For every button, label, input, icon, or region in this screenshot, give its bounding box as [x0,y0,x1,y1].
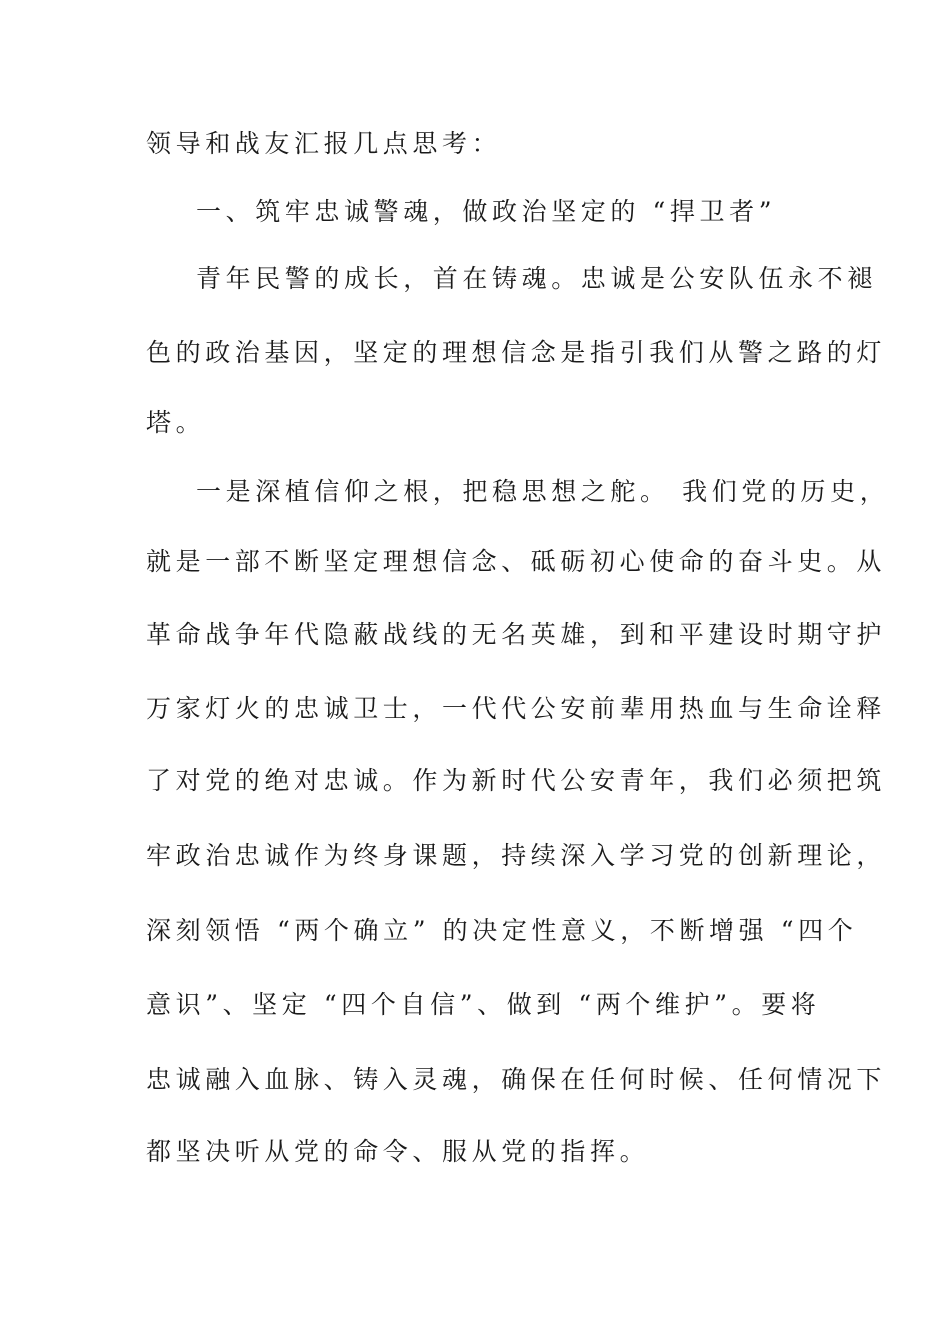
paragraph-line: 就是一部不断坚定理想信念、砥砺初心使命的奋斗史。从 [146,547,887,576]
paragraph-line: 塔。 [146,408,206,437]
paragraph-line: 意识”、坚定 “四个自信”、做到 “两个维护”。要将 [146,990,821,1019]
paragraph-line: 一是深植信仰之根，把稳思想之舵。 我们党的历史， [196,477,890,506]
text-line-intro: 领导和战友汇报几点思考： [146,129,502,158]
paragraph-line: 都坚决听从党的命令、服从党的指挥。 [146,1137,650,1166]
paragraph-line: 深刻领悟 “两个确立” 的决定性意义，不断增强 “四个 [146,916,858,945]
paragraph-line: 忠诚融入血脉、铸入灵魂，确保在任何时候、任何情况下 [146,1065,887,1094]
paragraph-line: 牢政治忠诚作为终身课题，持续深入学习党的创新理论， [146,841,887,870]
paragraph-line: 革命战争年代隐蔽战线的无名英雄，到和平建设时期守护 [146,620,887,649]
section-heading: 一、筑牢忠诚警魂，做政治坚定的 “捍卫者” [196,197,777,226]
paragraph-line: 色的政治基因，坚定的理想信念是指引我们从警之路的灯 [146,338,887,367]
paragraph-line: 了对党的绝对忠诚。作为新时代公安青年，我们必须把筑 [146,766,887,795]
paragraph-line: 青年民警的成长，首在铸魂。忠诚是公安队伍永不褪 [196,264,877,293]
paragraph-line: 万家灯火的忠诚卫士，一代代公安前辈用热血与生命诠释 [146,694,887,723]
